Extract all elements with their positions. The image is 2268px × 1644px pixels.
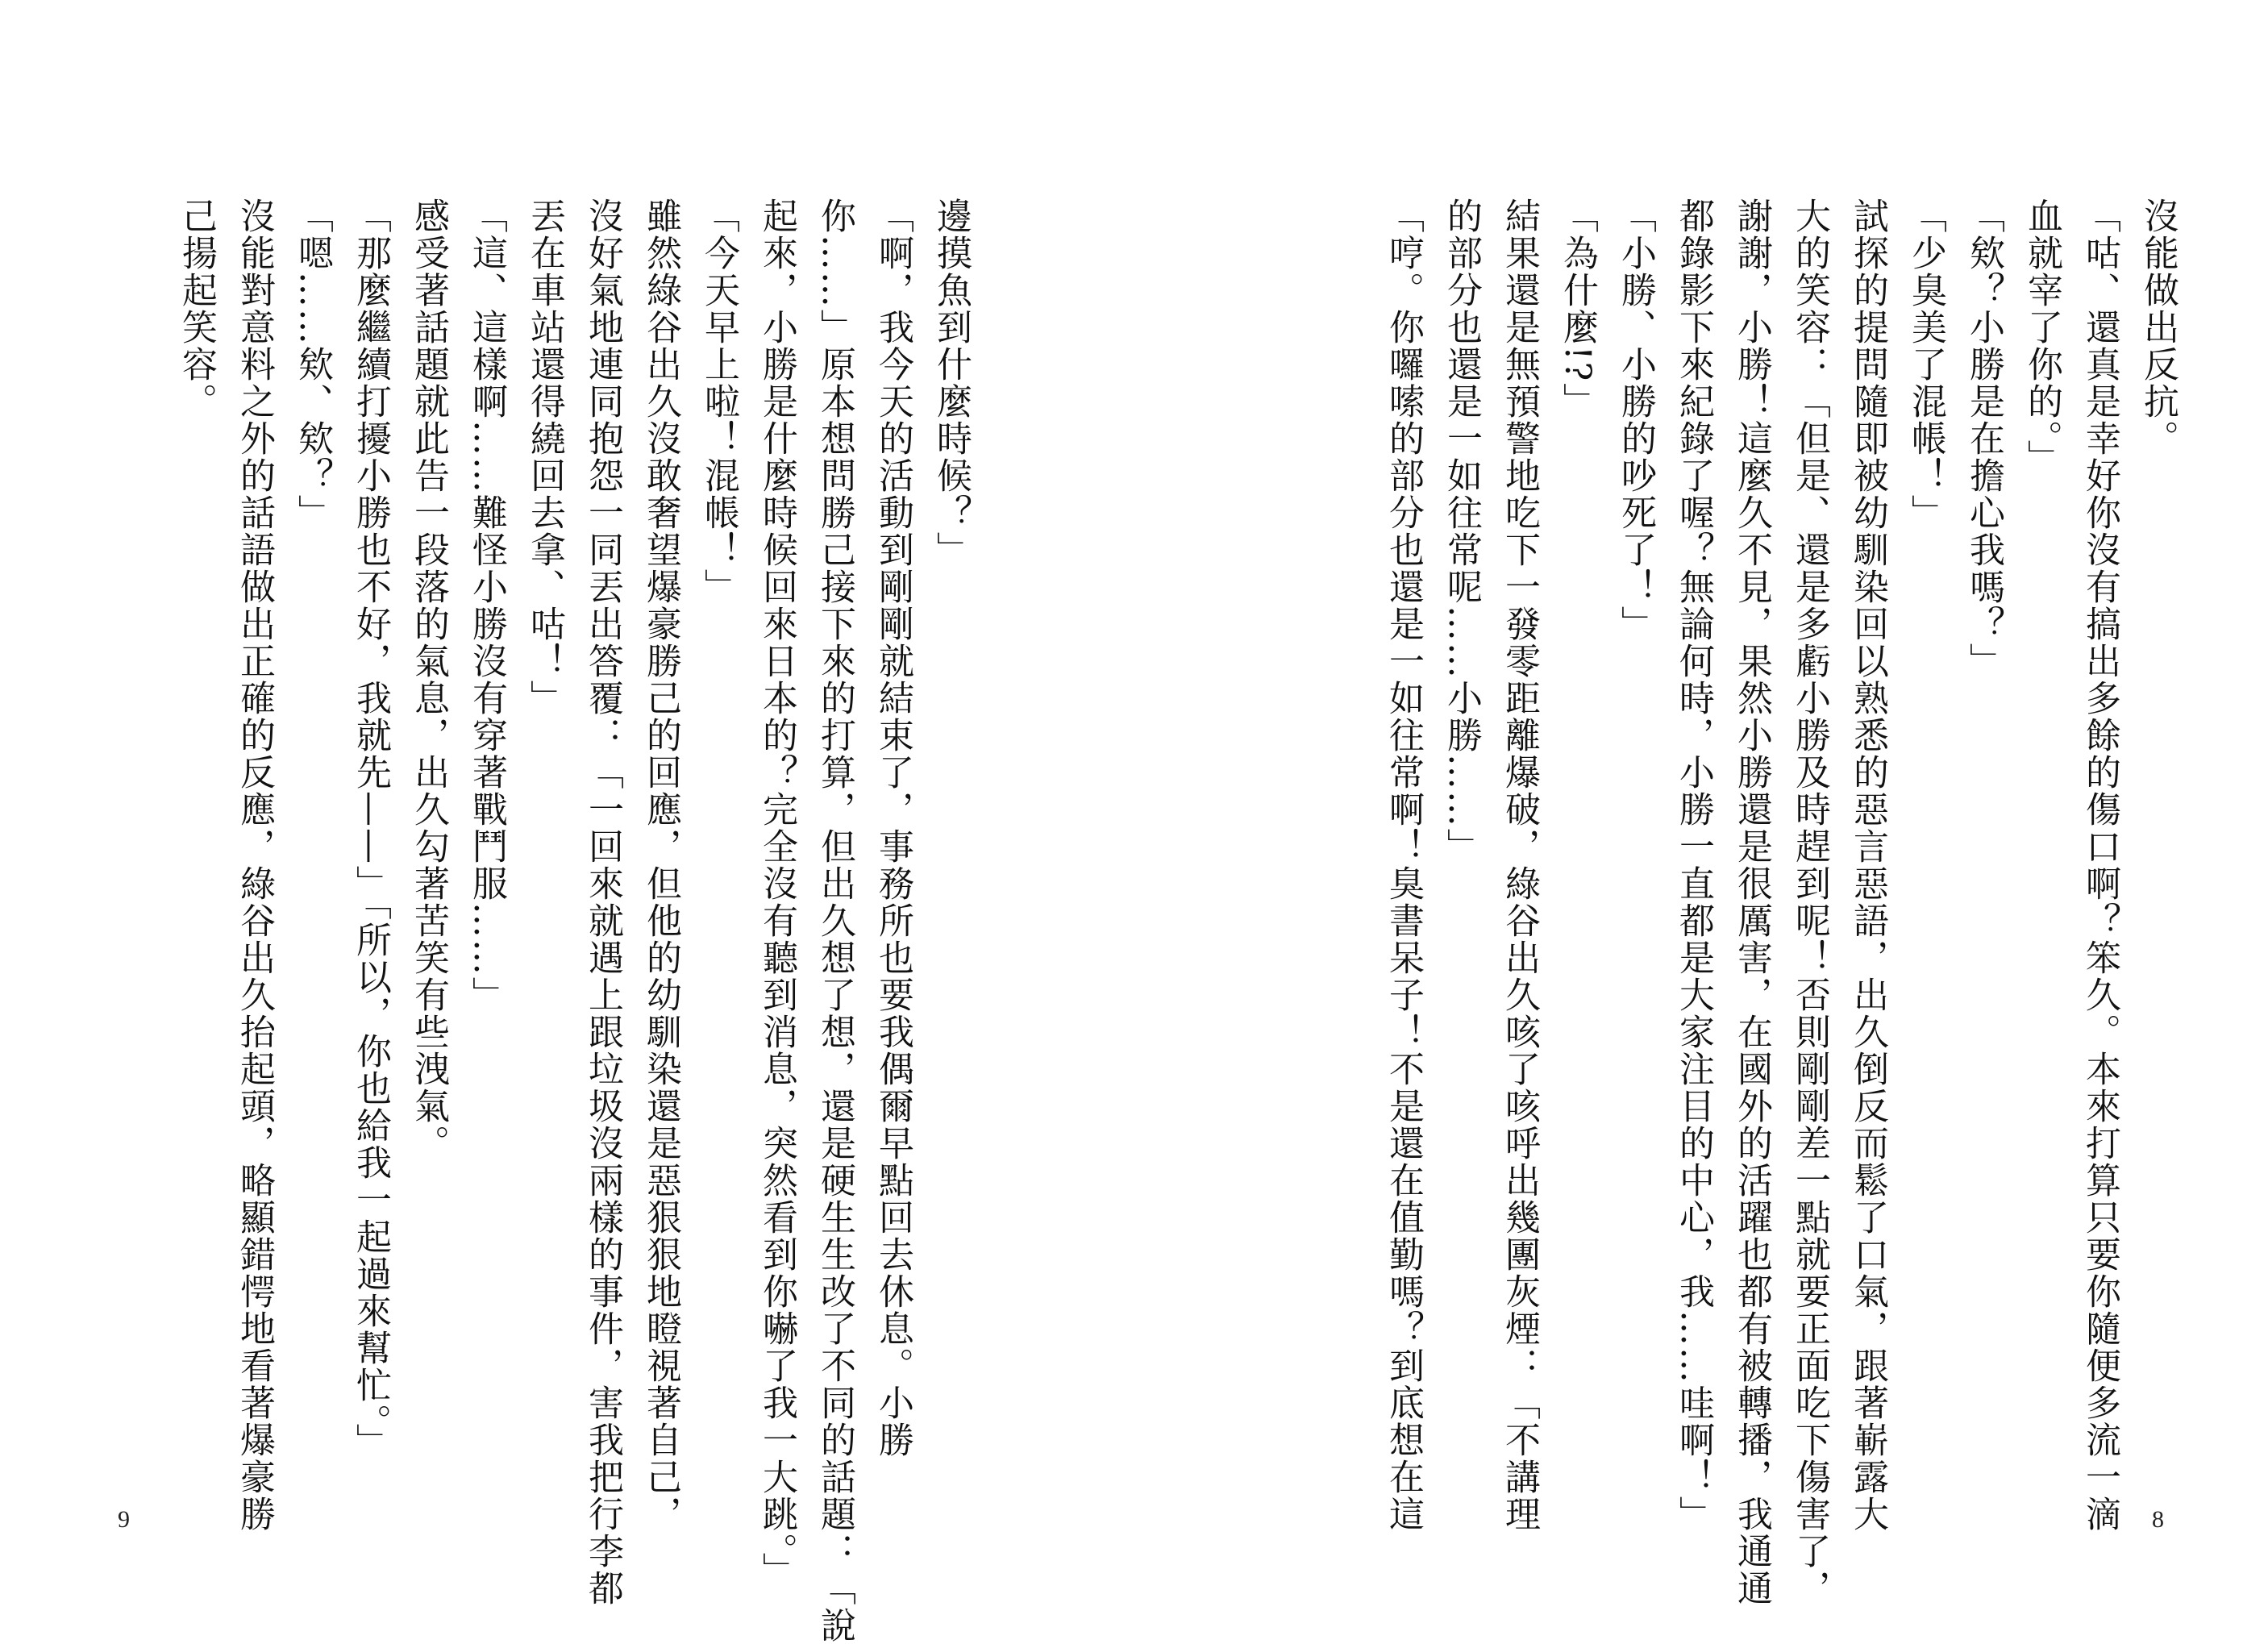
text-line: 「啊，我今天的活動到剛剛就結束了，事務所也要我偶爾早點回去休息。小勝 bbox=[872, 198, 913, 1459]
right-page-text bbox=[1328, 198, 2187, 1607]
right-page bbox=[1134, 0, 2268, 1613]
text-line: 起來，小勝是什麼時候回來日本的？完全沒有聽到消息，突然看到你嚇了我一大跳。」 bbox=[756, 198, 797, 1589]
text-line: 感受著話題就此告一段落的氣息，出久勾著苦笑有些洩氣。 bbox=[408, 198, 449, 1162]
text-line: 沒能做出反抗。 bbox=[2137, 198, 2179, 457]
text-line: 邊摸魚到什麼時候？」 bbox=[930, 198, 972, 568]
text-line: 「今天早上啦！混帳！」 bbox=[698, 198, 739, 606]
text-line: 結果還是無預警地吃下一發零距離爆破，綠谷出久咳了咳呼出幾團灰煙：「不講理 bbox=[1499, 198, 1540, 1533]
text-line: 沒能對意料之外的話語做出正確的反應，綠谷出久抬起頭，略顯錯愕地看著爆豪勝 bbox=[234, 198, 275, 1533]
text-line: 己揚起笑容。 bbox=[176, 198, 217, 420]
text-line: 雖然綠谷出久沒敢奢望爆豪勝己的回應，但他的幼馴染還是惡狠狠地瞪視著自己， bbox=[640, 198, 681, 1533]
page-number: 9 bbox=[118, 1506, 130, 1533]
text-line: 「嗯……欸、欸？」 bbox=[292, 198, 333, 531]
text-line: 試探的提問隨即被幼馴染回以熟悉的惡言惡語，出久倒反而鬆了口氣，跟著嶄露大 bbox=[1847, 198, 1888, 1533]
text-line: 你……」原本想問勝己接下來的打算，但出久想了想，還是硬生生改了不同的話題：「說 bbox=[814, 198, 855, 1644]
text-line: 「這、這樣啊……難怪小勝沒有穿著戰鬥服……」 bbox=[466, 198, 507, 1013]
page-number: 8 bbox=[2152, 1506, 2164, 1533]
text-line: 沒好氣地連同抱怨一同丟出答覆：「一回來就遇上跟垃圾沒兩樣的事件，害我把行李都 bbox=[582, 198, 623, 1607]
text-line: 「咕、還真是幸好你沒有搞出多餘的傷口啊？笨久。本來打算只要你隨便多流一滴 bbox=[2079, 198, 2120, 1533]
text-line: 血就宰了你的。」 bbox=[2021, 198, 2062, 477]
text-line: 都錄影下來紀錄了喔？無論何時，小勝一直都是大家注目的中心，我……哇啊！」 bbox=[1673, 198, 1714, 1533]
text-line: 「欸？小勝是在擔心我嗎？」 bbox=[1963, 198, 2004, 680]
text-line: 「少臭美了混帳！」 bbox=[1905, 198, 1946, 531]
text-line: 大的笑容：「但是、還是多虧小勝及時趕到呢！否則剛剛差一點就要正面吃下傷害了， bbox=[1789, 198, 1830, 1607]
text-line: 「那麼繼續打擾小勝也不好，我就先——」「所以，你也給我一起過來幫忙。」 bbox=[350, 198, 391, 1460]
text-line: 「小勝、小勝的吵死了！」 bbox=[1615, 198, 1656, 643]
left-page-text bbox=[173, 198, 980, 1644]
text-line: 謝謝，小勝！這麼久不見，果然小勝還是很厲害，在國外的活躍也都有被轉播，我通通 bbox=[1731, 198, 1772, 1607]
text-line: 丟在車站還得繞回去拿、咕！」 bbox=[524, 198, 565, 717]
text-line: 的部分也還是一如往常呢……小勝……」 bbox=[1441, 198, 1482, 865]
text-line: 「哼。你囉嗦的部分也還是一如往常啊！臭書呆子！不是還在值勤嗎？到底想在這 bbox=[1383, 198, 1424, 1533]
text-line: 「為什麼!?」 bbox=[1557, 198, 1598, 420]
